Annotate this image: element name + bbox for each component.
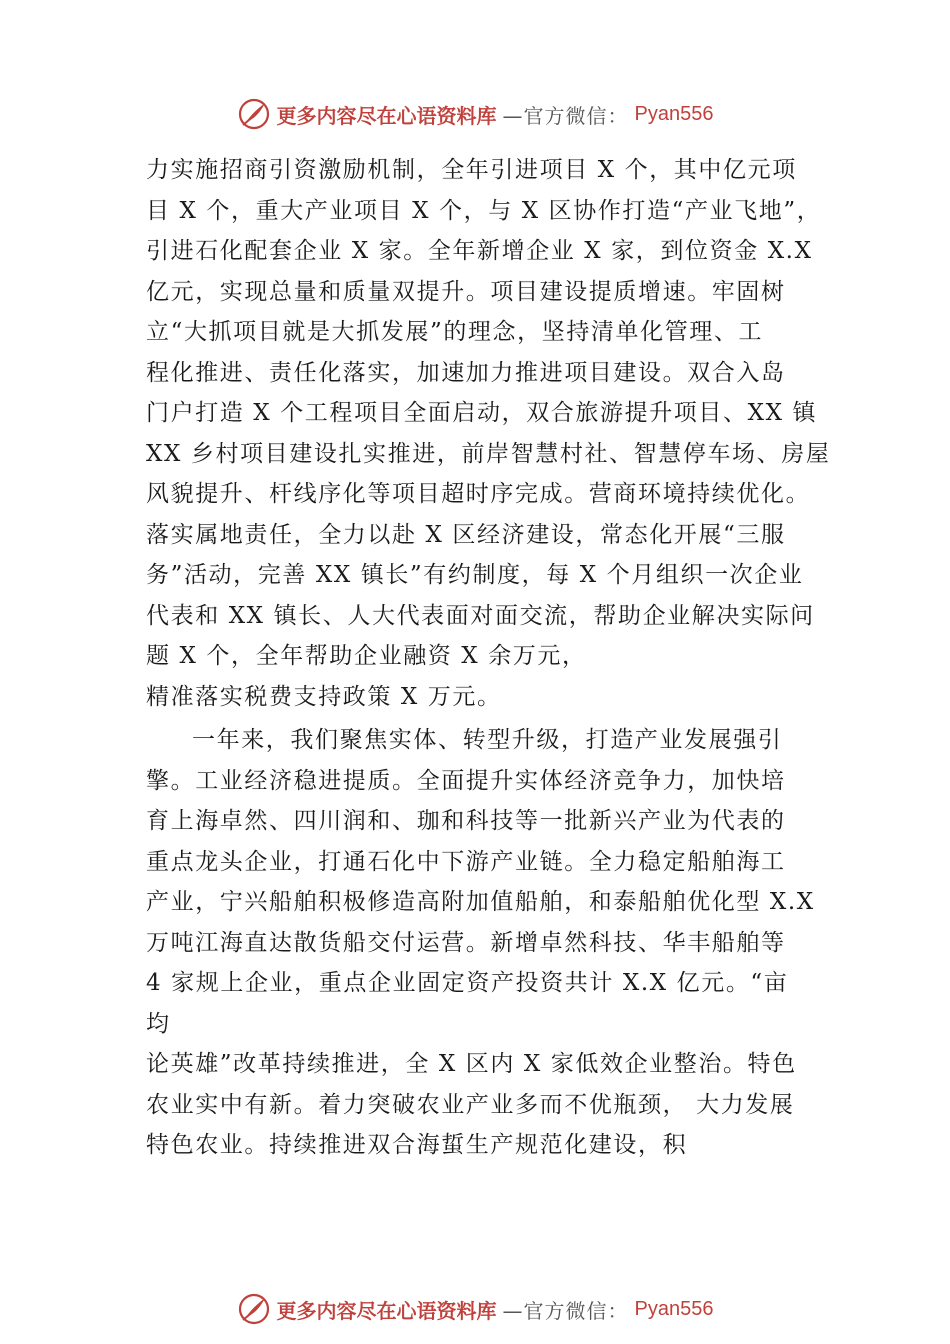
text-line: 万吨江海直达散货船交付运营。新增卓然科技、华丰船舶等 — [146, 929, 786, 956]
text-line: 农业实中有新。着力突破农业产业多而不优瓶颈， 大力发展 — [146, 1091, 795, 1118]
text-line: 代表和 XX 镇长、人大代表面对面交流，帮助企业解决实际问 — [146, 602, 815, 629]
banner-title: 更多内容尽在心语资料库 — [276, 103, 497, 128]
header-banner — [0, 94, 950, 134]
banner-wechat-id: Pyan556 — [634, 102, 714, 125]
text-line: 引进石化配套企业 X 家。全年新增企业 X 家，到位资金 X.X — [146, 238, 813, 264]
document-body — [146, 150, 831, 1166]
text-line: 特色农业。持续推进双合海蜇生产规范化建设，积 — [146, 1132, 688, 1158]
text-line: 重点龙头企业，打通石化中下游产业链。全力稳定船舶海工 — [146, 848, 786, 875]
text-line: 题 X 个，全年帮助企业融资 X 余万元， — [146, 643, 587, 669]
text-line: 风貌提升、杆线序化等项目超时序完成。营商环境持续优化。 — [146, 481, 811, 507]
footer-banner — [0, 1289, 950, 1329]
text-line: 4 家规上企业，重点企业固定资产投资共计 X.X 亿元。“亩 — [146, 970, 789, 996]
text-line: 程化推进、责任化落实，加速加力推进项目建设。双合入岛 — [146, 359, 786, 386]
quill-logo-icon — [237, 1292, 271, 1326]
text-line: 精准落实税费支持政策 X 万元。 — [146, 683, 502, 710]
text-line: 门户打造 X 个工程项目全面启动，双合旅游提升项目、XX 镇 — [146, 400, 818, 426]
text-line: 论英雄”改革持续推进，全 X 区内 X 家低效企业整治。特色 — [146, 1051, 797, 1077]
text-line: 擎。工业经济稳进提质。全面提升实体经济竞争力，加快培 — [146, 767, 786, 794]
text-line: 亿元，实现总量和质量双提升。项目建设提质增速。牢固树 — [146, 278, 786, 305]
text-line: 落实属地责任，全力以赴 X 区经济建设，常态化开展“三服 — [146, 521, 786, 548]
text-line: XX 乡村项目建设扎实推进，前岸智慧村社、智慧停车场、房屋 — [146, 440, 831, 467]
paragraph-start-line: 一年来，我们聚焦实体、转型升级，打造产业发展强引 — [192, 727, 783, 753]
banner-wechat-label: —官方微信： — [502, 103, 629, 128]
text-line: 立“大抓项目就是大抓发展”的理念，坚持清单化管理、工 — [146, 319, 764, 345]
text-line: 目 X 个，重大产业项目 X 个，与 X 区协作打造“产业飞地”， — [146, 197, 822, 224]
banner-wechat-id: Pyan556 — [634, 1297, 714, 1320]
text-line: 务”活动，完善 XX 镇长”有约制度，每 X 个月组织一次企业 — [146, 562, 804, 588]
text-line: 育上海卓然、四川润和、珈和科技等一批新兴产业为代表的 — [146, 808, 786, 834]
banner-title: 更多内容尽在心语资料库 — [276, 1298, 497, 1323]
text-line: 力实施招商引资激励机制，全年引进项目 X 个，其中亿元项 — [146, 157, 797, 183]
text-line: 产业，宁兴船舶积极修造高附加值船舶，和泰船舶优化型 X.X — [146, 889, 815, 915]
text-line: 均 — [146, 1010, 171, 1037]
quill-logo-icon — [237, 97, 271, 131]
banner-wechat-label: —官方微信： — [502, 1298, 629, 1323]
